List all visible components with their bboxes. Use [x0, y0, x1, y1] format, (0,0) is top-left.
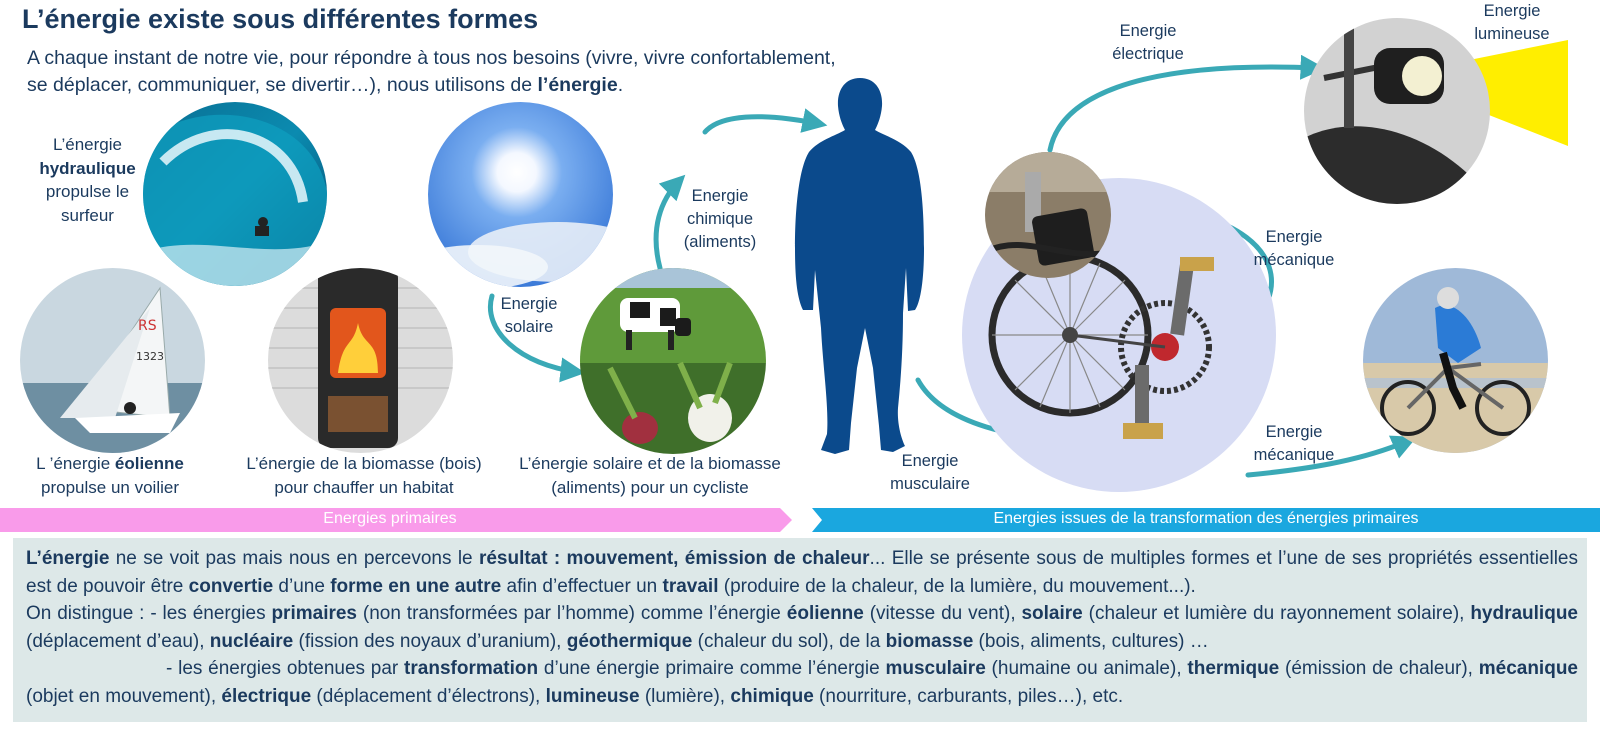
body-p3-t7: (lumière), [639, 685, 731, 707]
body-p3-t5: (objet en mouvement), [26, 685, 222, 707]
sun-sky-image [428, 102, 613, 287]
page-title: L’énergie existe sous différentes formes [22, 4, 539, 34]
svg-text:RS: RS [138, 318, 157, 334]
caption-hydraulique-post1: propulse le [45, 182, 130, 201]
body-p1-b5: travail [662, 575, 719, 597]
body-p1-t2: ... Elle se présente sous de multiples formes et l’une de ses propriétés essentielles est de pouvoir être [26, 548, 1579, 597]
svg-text:1323: 1323 [136, 350, 164, 363]
label-electrique-2: électrique [1112, 45, 1184, 63]
caption-eolienne-pre: L ’énergie [36, 454, 115, 473]
label-chimique-2: chimique [686, 210, 754, 228]
body-p1-t1: ne se voit pas mais nous en percevons le [109, 548, 479, 569]
cyclist-image [1363, 268, 1548, 453]
body-p1-b1: L’énergie [26, 548, 110, 569]
label-lumineuse-2: lumineuse [1474, 25, 1550, 43]
body-p2-b5: nucléaire [209, 630, 294, 652]
body-p3-t2: d’une énergie primaire comme l’énergie [538, 658, 886, 679]
body-p2-t1: On distingue : - les énergies [26, 603, 272, 624]
body-p3-b1: transformation [404, 658, 539, 679]
caption-eolienne-bold: éolienne [114, 454, 184, 473]
body-p1-t4: afin d’effectuer un [501, 575, 663, 597]
body-p3-t6: (déplacement d’électrons), [311, 685, 546, 707]
body-p1-b4: forme en une autre [330, 575, 502, 597]
body-p2-t3: (vitesse du vent), [863, 603, 1022, 624]
body-p3-b3: thermique [1187, 658, 1280, 679]
intro-line1: A chaque instant de notre vie, pour répondre à tous nos besoins (vivre, vivre confortablement, [27, 47, 836, 69]
body-p3-b7: chimique [730, 685, 814, 707]
caption-biomasse [230, 452, 498, 499]
label-electrique-1: Energie [1119, 22, 1177, 40]
body-p2-b4: hydraulique [1470, 603, 1578, 624]
intro-line2: se déplacer, communiquer, se divertir…), nous utilisons de [27, 74, 538, 96]
wood-stove-image [268, 268, 453, 453]
body-p1-t3: d’une [273, 575, 331, 597]
caption-hydraulique-pre: L’énergie [52, 135, 122, 154]
body-p2-t4: (chaleur et lumière du rayonnement solaire), [1082, 603, 1471, 624]
label-energie-chimique [670, 185, 770, 254]
body-p3-b6: lumineuse [545, 685, 640, 707]
body-p2-t8: (bois, aliments, cultures) … [973, 630, 1209, 652]
caption-solaire-biomasse-line2: (aliments) pour un cycliste [551, 477, 749, 497]
label-solaire-1: Energie [500, 295, 558, 313]
caption-hydraulique-post2: surfeur [61, 205, 114, 225]
label-mecanique-top-2: mécanique [1253, 251, 1335, 269]
body-p3-b2: musculaire [885, 658, 986, 679]
label-solaire-2: solaire [504, 318, 554, 336]
body-p1-t5: (produire de la chaleur, de la lumière, du mouvement...). [718, 575, 1196, 597]
body-p2-b1: primaires [271, 603, 357, 624]
sailboat-image [20, 268, 205, 453]
body-p3-b4: mécanique [1478, 658, 1578, 679]
body-p2-b2: éolienne [786, 603, 864, 624]
body-p3-t3: (humaine ou animale), [985, 658, 1188, 679]
label-chimique-1: Energie [691, 187, 749, 205]
label-lumineuse-1: Energie [1483, 2, 1541, 20]
body-p2-b3: solaire [1021, 603, 1083, 624]
band-right-label: Energies issues de la transformation des énergies primaires [993, 510, 1419, 527]
caption-hydraulique [30, 133, 145, 227]
human-silhouette [793, 78, 928, 460]
body-p3-t1: - les énergies obtenues par [166, 658, 405, 679]
dynamo-image [985, 152, 1111, 278]
caption-solaire-biomasse [505, 452, 795, 499]
caption-solaire-biomasse-line1: L’énergie solaire et de la biomasse [519, 454, 781, 473]
body-p2-t6: (fission des noyaux d’uranium), [293, 630, 567, 652]
label-energie-lumineuse [1458, 0, 1566, 46]
body-p3-t8: (nourriture, carburants, piles…), etc. [813, 685, 1124, 707]
body-p2-t5: (déplacement d’eau), [26, 630, 210, 652]
label-musculaire-2: musculaire [890, 475, 970, 493]
caption-biomasse-line2: pour chauffer un habitat [274, 477, 454, 497]
caption-hydraulique-bold: hydraulique [39, 158, 136, 178]
body-p2-t2: (non transformées par l’homme) comme l’énergie [357, 603, 787, 624]
label-energie-mecanique-bottom [1244, 421, 1344, 467]
label-energie-mecanique-top [1244, 226, 1344, 272]
cow-vegetables-image [580, 268, 766, 454]
body-p2-b7: biomasse [885, 630, 974, 652]
label-chimique-3: (aliments) [683, 233, 757, 251]
band-left-label: Energies primaires [323, 510, 457, 527]
body-p2-b6: géothermique [566, 630, 693, 652]
body-p3-t4: (émission de chaleur), [1279, 658, 1479, 679]
body-p2-t7: (chaleur du sol), de la [692, 630, 886, 652]
wave-surfer-image [143, 102, 327, 286]
intro-end: . [617, 74, 624, 96]
caption-eolienne [10, 452, 210, 499]
label-mecanique-top-1: Energie [1265, 228, 1323, 246]
explanation-text [26, 545, 1578, 710]
body-p1-b2: résultat : mouvement, émission de chaleur [478, 548, 870, 569]
label-mecanique-bottom-2: mécanique [1253, 446, 1335, 464]
label-energie-musculaire [878, 450, 982, 496]
body-p3-b5: électrique [221, 685, 312, 707]
label-energie-solaire [488, 293, 570, 339]
caption-eolienne-post: propulse un voilier [41, 477, 179, 497]
body-p1-b3: convertie [188, 575, 274, 597]
caption-biomasse-line1: L’énergie de la biomasse (bois) [246, 454, 482, 473]
label-energie-electrique [1098, 20, 1198, 66]
label-mecanique-bottom-1: Energie [1265, 423, 1323, 441]
arrow-bike-to-electrique [1050, 67, 1318, 150]
label-musculaire-1: Energie [901, 452, 959, 470]
intro-bold: l’énergie [537, 74, 618, 96]
